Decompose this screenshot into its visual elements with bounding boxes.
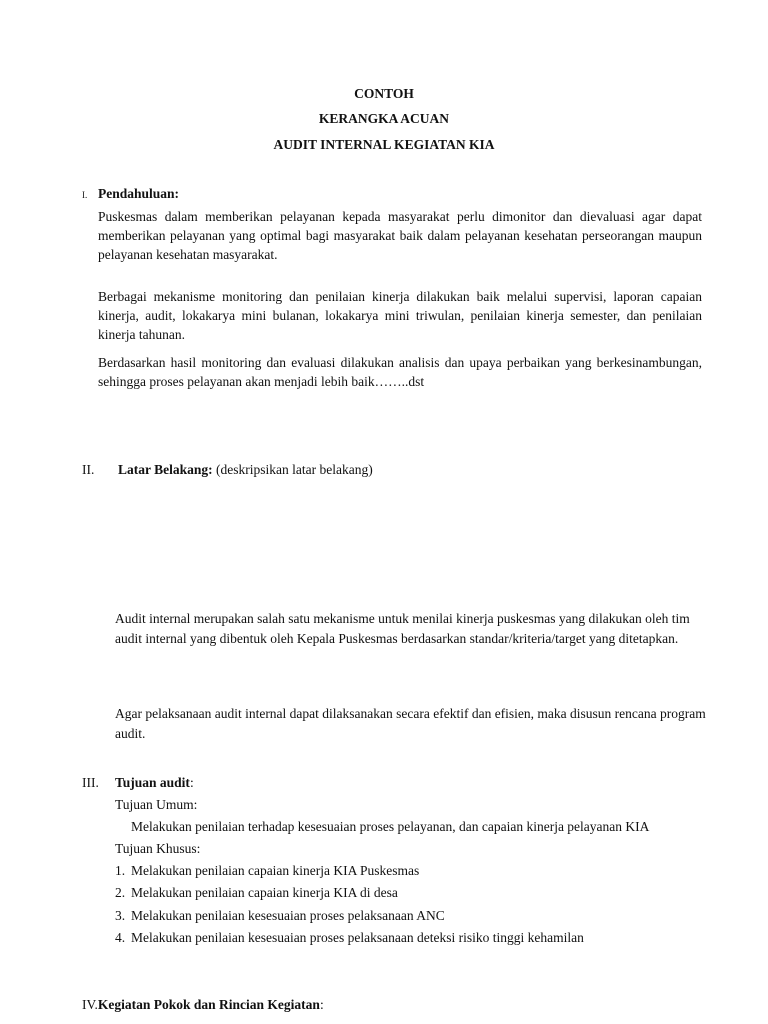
section3-number: III. — [82, 775, 99, 790]
document-title-line3: AUDIT INTERNAL KEGIATAN KIA — [273, 137, 495, 152]
document-title-line1: CONTOH — [354, 86, 414, 101]
section4-number: IV. — [82, 997, 98, 1012]
list-item-number: 4. — [115, 930, 126, 945]
section4-title: Kegiatan Pokok dan Rincian Kegiatan — [97, 997, 320, 1012]
section4-colon: : — [319, 997, 324, 1012]
list-item-text: Melakukan penilaian capaian kinerja KIA Puskesmas — [131, 863, 420, 878]
section1-title: Pendahuluan: — [98, 186, 180, 201]
section2-paragraph-1: Audit internal merupakan salah satu mekanisme untuk menilai kinerja puskesmas yang dilakukan oleh tim audit internal yang dibentuk oleh Kepala Puskesmas berdasarkan standar/kriteria/target yang ditetapkan. — [115, 611, 690, 646]
list-item-text: Melakukan penilaian kesesuaian proses pelaksanaan deteksi risiko tinggi kehamilan — [131, 930, 584, 945]
section2-heading — [118, 462, 373, 478]
list-item-number: 1. — [115, 863, 126, 878]
tujuan-umum-label: Tujuan Umum: — [115, 797, 198, 812]
section2-note: (deskripsikan latar belakang) — [212, 462, 373, 477]
section2-paragraph-2: Agar pelaksanaan audit internal dapat dilaksanakan secara efektif dan efisien, maka disusun rencana program audit. — [115, 706, 706, 741]
section4-heading — [82, 997, 324, 1013]
list-item-number: 2. — [115, 885, 126, 900]
list-item-number: 3. — [115, 908, 126, 923]
section1-paragraph-1: Puskesmas dalam memberikan pelayanan kepada masyarakat perlu dimonitor dan dievaluasi agar dapat memberikan pelayanan yang optimal bagi masyarakat baik dalam pelayanan kesehatan perseorangan maupun pelayanan kesehatan masyarakat. — [98, 209, 702, 262]
list-item-text: Melakukan penilaian kesesuaian proses pelaksanaan ANC — [131, 908, 445, 923]
list-item — [115, 930, 584, 946]
list-item-text: Melakukan penilaian capaian kinerja KIA di desa — [131, 885, 398, 900]
section3-colon: : — [189, 775, 194, 790]
list-item — [115, 908, 445, 924]
section1-number: I. — [82, 190, 88, 200]
section3-heading — [115, 775, 194, 791]
section1-paragraph-3: Berdasarkan hasil monitoring dan evaluasi dilakukan analisis dan upaya perbaikan yang berkesinambungan, sehingga proses pelayanan akan menjadi lebih baik……..dst — [98, 355, 702, 389]
document-title-line2: KERANGKA ACUAN — [318, 111, 450, 126]
list-item — [115, 885, 398, 901]
tujuan-khusus-label: Tujuan Khusus: — [115, 841, 201, 856]
section2-title: Latar Belakang: — [118, 462, 213, 477]
section3-title: Tujuan audit — [115, 775, 190, 790]
list-item — [115, 863, 419, 879]
tujuan-umum-text: Melakukan penilaian terhadap kesesuaian proses pelayanan, dan capaian kinerja pelayanan KIA — [131, 819, 650, 834]
section2-number: II. — [82, 462, 95, 477]
section1-paragraph-2: Berbagai mekanisme monitoring dan penilaian kinerja dilakukan baik melalui supervisi, laporan capaian kinerja, audit, lokakarya mini bulanan, lokakarya mini triwulan, penilaian kinerja semester, dan penilaian kinerja tahunan. — [98, 289, 702, 342]
